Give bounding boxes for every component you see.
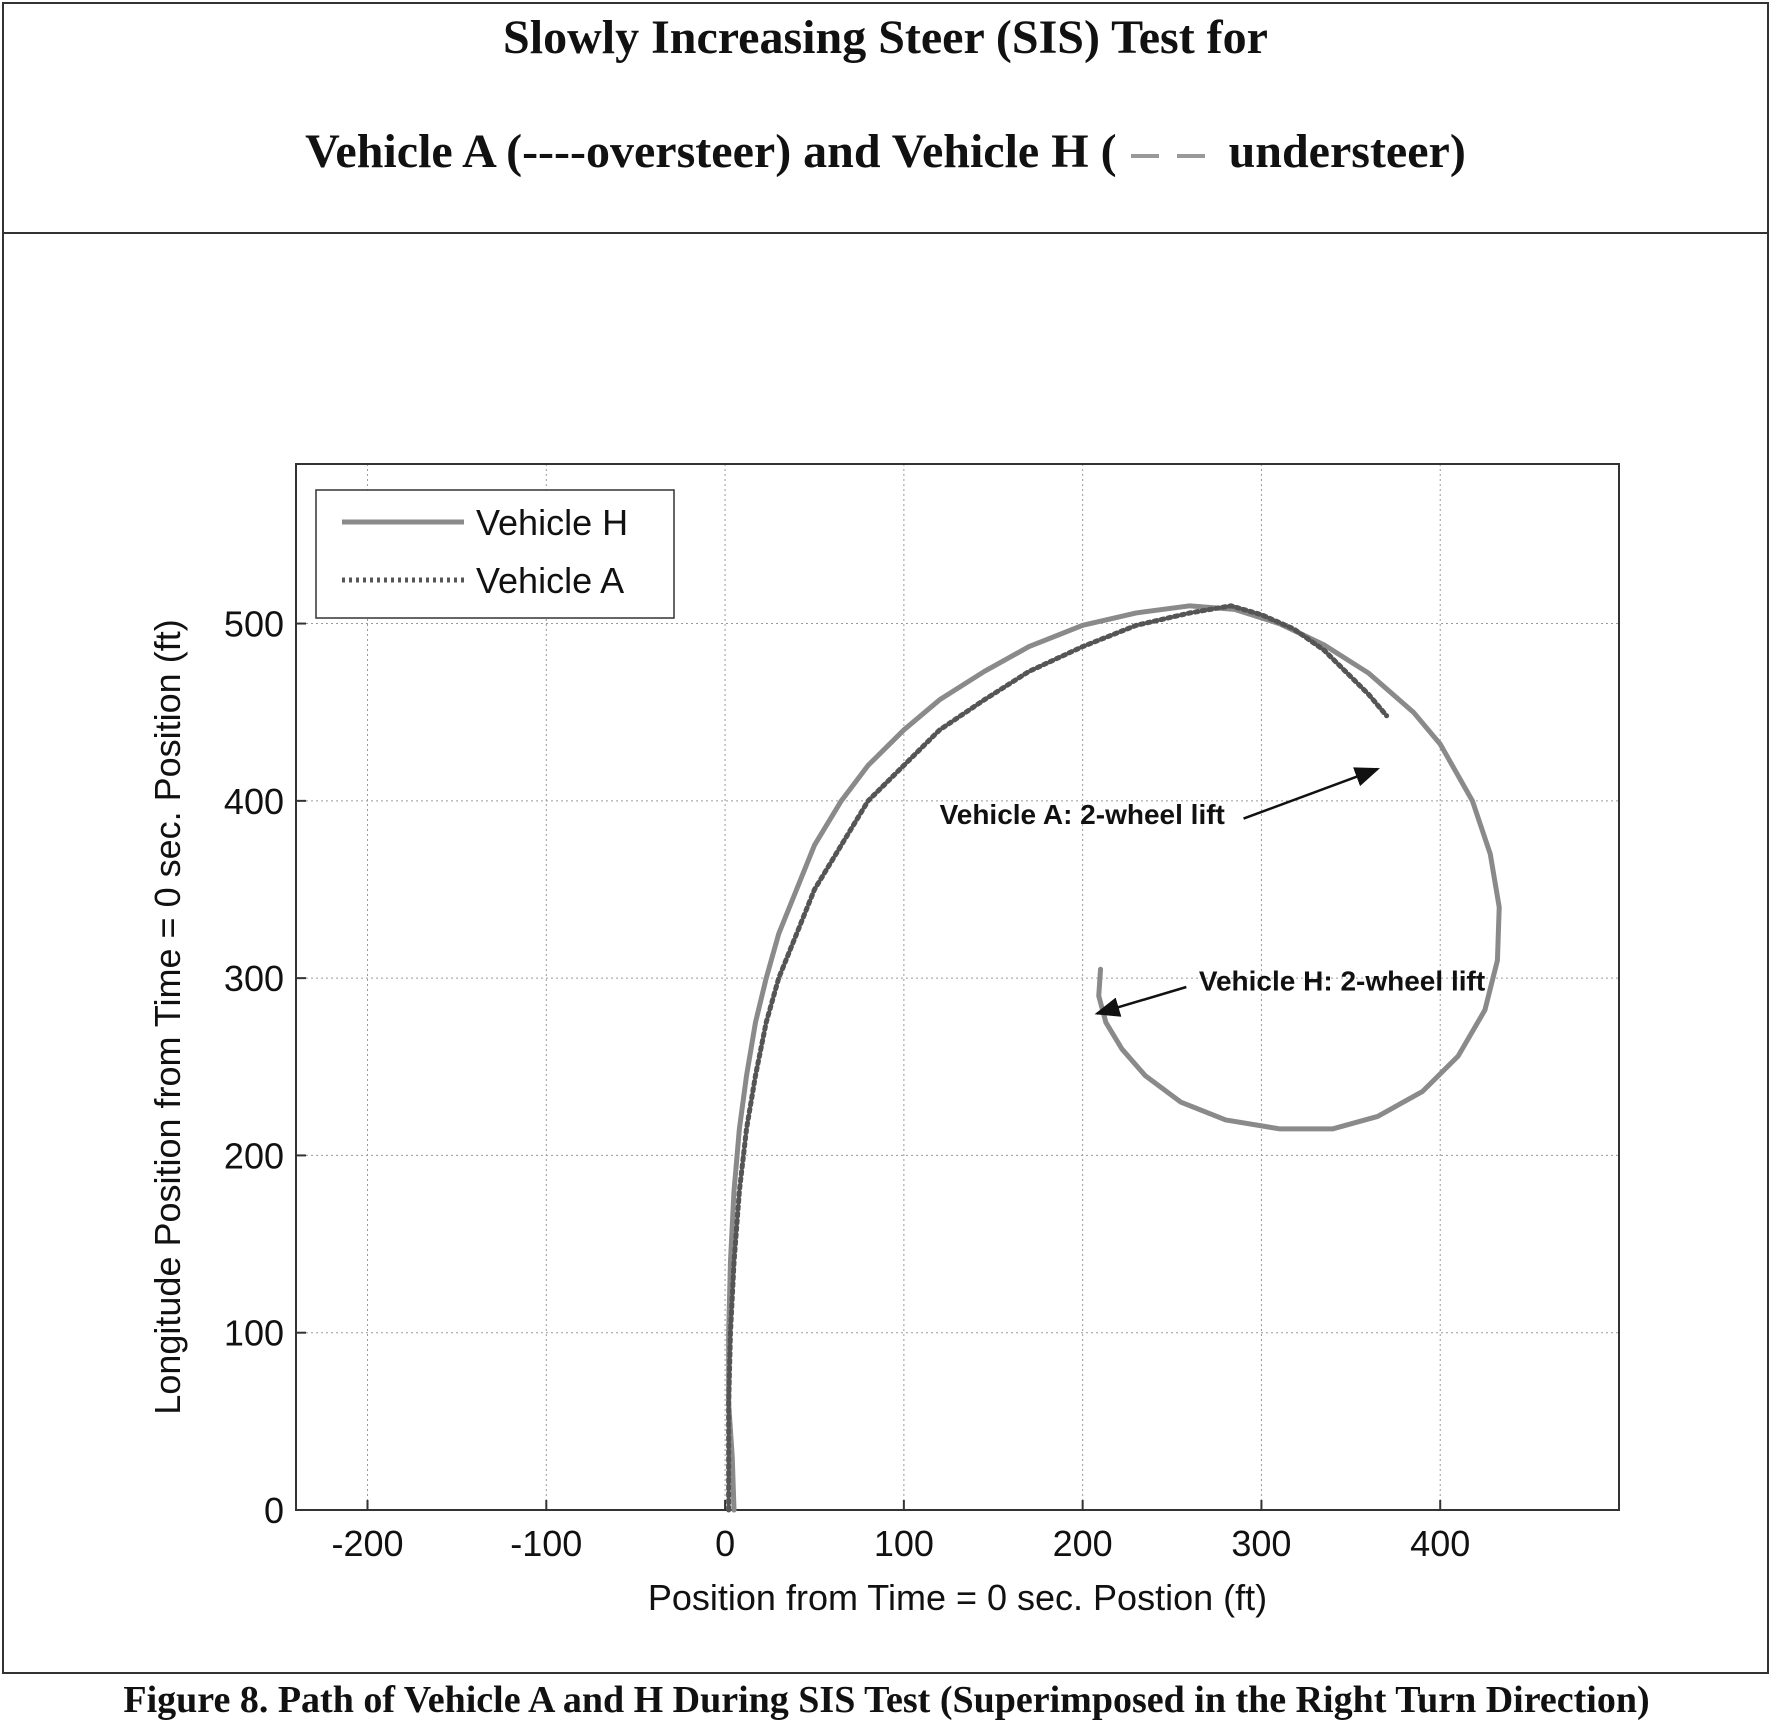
legend-label: Vehicle A bbox=[476, 560, 625, 601]
chart-title-line2-part-b: understeer) bbox=[1228, 125, 1466, 178]
annotation-arrow bbox=[1097, 987, 1186, 1014]
y-tick-label: 100 bbox=[223, 1312, 284, 1354]
series-line-vehicle-a bbox=[729, 606, 1387, 1510]
x-tick-label: 400 bbox=[1410, 1523, 1471, 1564]
x-tick-label: 200 bbox=[1052, 1523, 1113, 1564]
figure-caption: Figure 8. Path of Vehicle A and H During SIS Test (Superimposed in the Right Turn Direction) bbox=[123, 1679, 1650, 1721]
x-tick-label: -200 bbox=[331, 1523, 404, 1564]
y-tick-label: 0 bbox=[263, 1490, 284, 1531]
y-axis-label: Longitude Position from Time = 0 sec. Position (ft) bbox=[147, 619, 188, 1415]
series-line-vehicle-h bbox=[729, 606, 1500, 1510]
y-tick-label: 200 bbox=[223, 1135, 284, 1177]
annotation-label: Vehicle H: 2-wheel lift bbox=[1198, 965, 1486, 997]
annotation-label: Vehicle A: 2-wheel lift bbox=[939, 798, 1225, 830]
series-layer bbox=[729, 606, 1500, 1510]
x-tick-label: 100 bbox=[873, 1523, 934, 1564]
x-tick-label: -100 bbox=[510, 1523, 583, 1564]
annotations bbox=[940, 769, 1486, 1014]
y-tick-label: 500 bbox=[223, 603, 284, 645]
y-tick-label: 400 bbox=[223, 780, 284, 822]
legend bbox=[316, 490, 674, 618]
x-axis-label: Position from Time = 0 sec. Postion (ft) bbox=[647, 1577, 1268, 1618]
x-tick-label: 300 bbox=[1231, 1523, 1292, 1564]
legend-label: Vehicle H bbox=[476, 502, 629, 543]
y-tick-label: 300 bbox=[223, 958, 284, 1000]
axis-ticks bbox=[224, 604, 1470, 1564]
annotation-arrow bbox=[1244, 769, 1378, 819]
chart-title-line2-part-a: Vehicle A (----oversteer) and Vehicle H ( bbox=[305, 125, 1117, 178]
x-tick-label: 0 bbox=[715, 1523, 736, 1564]
chart-title-line1: Slowly Increasing Steer (SIS) Test for bbox=[503, 11, 1268, 64]
